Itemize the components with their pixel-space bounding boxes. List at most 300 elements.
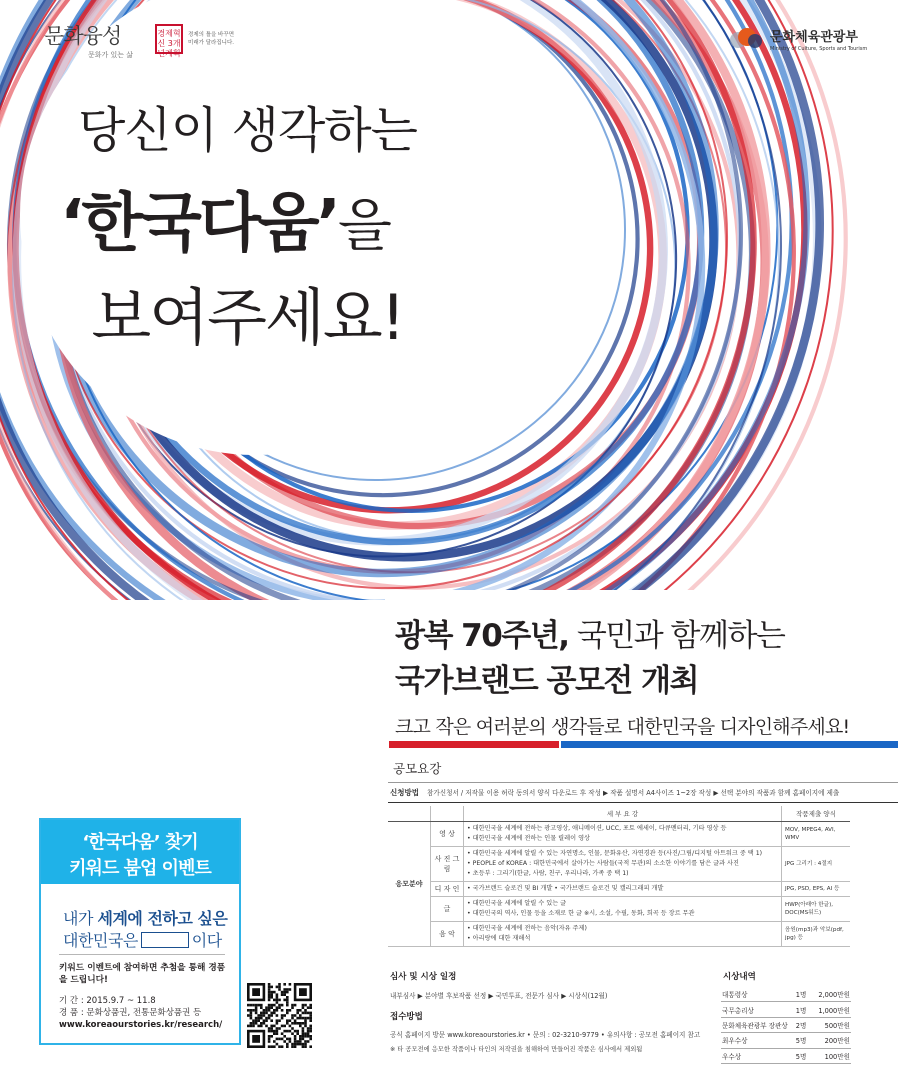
qr-module [304,1022,307,1025]
schedule-heading: 심사 및 시상 일정 [390,972,457,982]
prize-amount: 200만원 [807,1033,851,1048]
qr-module [276,1009,279,1012]
category-name: 음 악 [431,922,464,947]
receive-note: ※ 타 공모전에 응모한 작품이나 타인의 저작권을 침해하여 만들어진 작품은 심사에서 제외됨 [390,1046,643,1053]
qr-module [265,1025,268,1028]
qr-module [302,1022,305,1025]
qr-code[interactable] [247,983,312,1048]
category-detail: • 초등부 : 그리기(한글, 사람, 친구, 우리나라, 가족 중 택 1) [467,870,629,877]
qr-module [250,1017,253,1020]
qr-module [299,1022,302,1025]
category-detail: • 대한민국을 세계에 알릴 수 있는 글 [467,900,567,907]
qr-module [283,1035,286,1038]
event-notice: 키워드 이벤트에 참여하면 추첨을 통해 경품을 드립니다! [59,963,226,985]
category-detail: • 대한민국을 세계에 전하는 음악(자유 주제) [467,925,587,932]
prize-count: 1명 [789,1002,808,1017]
category-detail: • 아리랑에 대한 재해석 [467,935,531,942]
qr-module [291,1045,294,1048]
qr-module [294,1019,297,1022]
qr-module [247,1014,250,1017]
qr-module [307,1017,310,1020]
qr-module [309,1027,312,1030]
qr-module [255,1004,258,1007]
table-row [388,847,850,882]
qr-module [250,1022,253,1025]
qr-module [296,1043,299,1046]
qr-module [263,1014,266,1017]
event-title2: 키워드 붐업 이벤트 [69,858,211,879]
qr-module [304,1032,307,1035]
qr-module [299,1014,302,1017]
qr-module [302,1045,305,1048]
qr-module [304,1009,307,1012]
event-question-bold: 세계에 전하고 싶은 [97,909,228,928]
headline-line3: 보여주세요! [91,281,404,354]
qr-module [278,986,281,989]
qr-module [304,1012,307,1015]
qr-module [309,1045,312,1048]
qr-module [309,1035,312,1038]
qr-module [294,1014,297,1017]
qr-module [286,1001,289,1004]
qr-module [268,983,271,986]
qr-module [257,1004,260,1007]
qr-module [291,1006,294,1009]
qr-module [270,1025,273,1028]
qr-module [268,1004,271,1007]
prize-amount: 500만원 [807,1017,851,1032]
prize-count: 1명 [789,987,808,1002]
qr-module [291,1022,294,1025]
category-detail: • 대한민국의 역사, 인물 등을 소재로 한 글 ※시, 소설, 수필, 동화, 희곡 등 장르 무관 [467,910,695,917]
category-table [388,806,850,947]
category-format: MOV, MPEG4, AVI, WMV [782,822,851,847]
qr-module [255,1022,258,1025]
prize-heading: 시상내역 [723,972,756,982]
headline-line2 [60,172,390,264]
qr-module [302,1030,305,1033]
table-row [388,822,850,847]
qr-module [302,1043,305,1046]
event-question-pre: 내가 [63,909,98,928]
qr-module [302,1006,305,1009]
culture-prosperity-logo-sub: 문화가 있는 삶 [88,51,134,59]
qr-module [291,1014,294,1017]
category-format: JPG 그리기 : 4절지 [782,847,851,882]
qr-module [299,1025,302,1028]
qr-module [260,1012,263,1015]
qr-module [268,1006,271,1009]
qr-module [278,988,281,991]
qr-module [299,1040,302,1043]
qr-module [299,1009,302,1012]
qr-module [299,1038,302,1041]
qr-module [278,1004,281,1007]
qr-module [294,1030,297,1033]
qr-module [260,1017,263,1020]
qr-module [296,1017,299,1020]
qr-module [273,999,276,1002]
qr-module [268,999,271,1002]
qr-module [278,1019,281,1022]
qr-module [286,1004,289,1007]
qr-module [276,1014,279,1017]
qr-module [309,1038,312,1041]
qr-module [268,1045,271,1048]
qr-module [281,1009,284,1012]
category-detail: • 대한민국을 세계에 전하는 광고영상, 애니메이션, UCC, 포토 에세이, 다큐멘터리, 기타 영상 등 [467,825,727,832]
qr-module [250,1012,253,1015]
table-row [721,1002,851,1017]
qr-module [289,988,292,991]
qr-module [283,993,286,996]
ring-mask [385,590,898,600]
contest-title-line1-rest: 국민과 함께하는 [568,618,785,654]
qr-module [276,1032,279,1035]
qr-module [309,1017,312,1020]
prize-name: 대통령상 [721,987,789,1002]
qr-module [270,1027,273,1030]
qr-module [289,1038,292,1041]
qr-module [260,1022,263,1025]
qr-module [255,1019,258,1022]
qr-module [302,1027,305,1030]
qr-module [260,1004,263,1007]
category-format: JPG, PSD, EPS, AI 등 [782,882,851,897]
qr-module [265,1012,268,1015]
qr-module [286,1012,289,1015]
qr-module [265,1009,268,1012]
qr-module [278,983,281,986]
event-question-line2 [63,928,222,951]
qr-module [268,1040,271,1043]
qr-module [273,1025,276,1028]
qr-module [255,1017,258,1020]
qr-module [304,1019,307,1022]
qr-module [304,1035,307,1038]
qr-module [270,996,273,999]
apply-method-label: 신청방법 [390,788,419,797]
qr-module [307,1030,310,1033]
qr-module [252,1009,255,1012]
qr-module [276,1019,279,1022]
contest-title-line2: 국가브랜드 공모전 개최 [395,663,699,699]
qr-module [270,1030,273,1033]
category-name: 영 상 [431,822,464,847]
qr-module [268,991,271,994]
qr-module [257,1017,260,1020]
qr-module [286,996,289,999]
qr-module [270,1006,273,1009]
qr-module [294,1045,297,1048]
qr-module [281,1014,284,1017]
qr-module [286,988,289,991]
qr-module [307,1035,310,1038]
qr-module [294,1004,297,1007]
qr-module [302,1038,305,1041]
qr-module [283,991,286,994]
divider-blue [561,741,898,748]
qr-module [302,1012,305,1015]
category-name: 사 진 그 림 [431,847,464,882]
qr-module [283,1014,286,1017]
qr-module [309,1025,312,1028]
section-label: 응모분야 [388,822,431,947]
qr-module [268,988,271,991]
keyword-blank [141,932,189,948]
prize-count: 2명 [789,1017,808,1032]
event-url[interactable]: www.koreaourstories.kr/research/ [59,1020,223,1030]
qr-module [281,1038,284,1041]
qr-module [283,999,286,1002]
event-question-end: 이다 [191,931,222,950]
qr-module [255,1009,258,1012]
keyword-event-box [39,818,241,1045]
event-divider [59,954,225,955]
qr-module [304,1025,307,1028]
headline-keyword: ‘한국다움’ [60,187,338,261]
ministry-name-en: Ministry of Culture, Sports and Tourism [770,46,868,52]
qr-module [299,1035,302,1038]
category-name: 디 자 인 [431,882,464,897]
qr-module [286,1022,289,1025]
category-detail: • 대한민국을 세계에 알릴 수 있는 자연명소, 인물, 문화유산, 자연경관 등(사진/그림/디지털 아트워크 중 택 1) [467,850,763,857]
qr-module [276,1001,279,1004]
qr-module [257,1014,260,1017]
qr-module [273,1045,276,1048]
qr-module [276,1006,279,1009]
table-row [388,922,850,947]
culture-prosperity-logo-text: 문화융성 [44,24,122,48]
qr-module [276,996,279,999]
prize-count: 5명 [789,1033,808,1048]
qr-module [252,1019,255,1022]
qr-module [247,1009,250,1012]
qr-module [304,1017,307,1020]
qr-module [299,1017,302,1020]
qr-module [289,1030,292,1033]
prize-name: 최우수상 [721,1033,789,1048]
qr-module [304,1043,307,1046]
event-period: 기 간 : 2015.9.7 ~ 11.8 [59,996,156,1006]
qr-module [247,1025,250,1028]
qr-module [252,1004,255,1007]
qr-module [276,1027,279,1030]
qr-module [268,1009,271,1012]
qr-module [270,1014,273,1017]
qr-module [268,1027,271,1030]
qr-module [278,1045,281,1048]
qr-module [283,1030,286,1033]
prize-count: 5명 [789,1048,808,1063]
qr-module [260,1025,263,1028]
qr-module [286,1043,289,1046]
apply-method-text: 참가신청서 / 저작물 이용 허락 동의서 양식 다운로드 후 작성 ▶ 작품 설명서 A4사이즈 1~2장 작성 ▶ 선택 분야의 작품과 함께 홈페이지에 제출 [426,789,840,797]
qr-module [268,993,271,996]
qr-module [250,1025,253,1028]
qr-module [270,1019,273,1022]
qr-module [309,1030,312,1033]
category-format: 음원(mp3)과 악보(pdf, jpg) 등 [782,922,851,947]
qr-module [283,1025,286,1028]
qr-module [281,1045,284,1048]
qr-module [307,1032,310,1035]
qr-module [276,1030,279,1033]
receive-heading: 접수방법 [390,1012,423,1022]
qr-module [276,1038,279,1041]
qr-module [286,1038,289,1041]
qr-module [283,988,286,991]
qr-module [273,1012,276,1015]
qr-module [304,1045,307,1048]
prize-name: 우수상 [721,1048,789,1063]
qr-module [304,1040,307,1043]
category-table-header [388,806,850,822]
qr-module [276,986,279,989]
qr-module [278,1038,281,1041]
qr-module [309,1004,312,1007]
event-question-korea: 대한민국은 [63,931,138,950]
qr-module [250,1009,253,1012]
category-format: HWP(아래아 한글), DOC(MS워드) [782,897,851,922]
qr-module [309,1019,312,1022]
qr-module [265,1006,268,1009]
qr-module [289,1019,292,1022]
qr-module [289,1040,292,1043]
qr-module [257,1019,260,1022]
economic-innovation-badge: 경제혁신 3개년계획 [155,24,183,54]
qr-module [270,993,273,996]
anniversary-text: 광복 70주년, [395,618,569,654]
qr-module [286,1019,289,1022]
qr-module [302,1004,305,1007]
overview-heading: 공모요강 [393,761,442,776]
qr-module [296,1032,299,1035]
qr-module [255,1006,258,1009]
qr-module [307,1012,310,1015]
divider-red [389,741,559,748]
qr-module [265,1019,268,1022]
event-question-line1 [63,906,227,929]
qr-module [307,1027,310,1030]
qr-module [307,1006,310,1009]
qr-module [270,1035,273,1038]
economic-innovation-text: 경제의 틀을 바꾸면 미래가 달라집니다. [188,32,235,46]
qr-module [294,1040,297,1043]
event-header [41,820,239,884]
qr-module [286,1009,289,1012]
qr-module [278,1027,281,1030]
table-row [721,1033,851,1048]
qr-module [268,986,271,989]
qr-module [296,1009,299,1012]
qr-module [286,1045,289,1048]
qr-module [276,1022,279,1025]
prize-amount: 1,000만원 [807,1002,851,1017]
qr-module [294,1038,297,1041]
qr-module [299,1043,302,1046]
prize-name: 문화체육관광부 장관상 [721,1017,789,1032]
contest-title-line1 [395,610,784,655]
table-row [721,1048,851,1063]
qr-module [304,1004,307,1007]
qr-module [281,1032,284,1035]
qr-module [281,993,284,996]
qr-module [273,1040,276,1043]
schedule-text: 내부심사 ▶ 분야별 후보작품 선정 ▶ 국민투표, 전문가 심사 ▶ 시상식(12월) [390,992,608,1000]
contest-subtitle: 크고 작은 여러분의 생각들로 대한민국을 디자인해주세요! [395,716,850,738]
event-gift: 경 품 : 문화상품권, 전통문화상품권 등 [59,1008,202,1018]
qr-module [268,1017,271,1020]
category-name: 글 [431,897,464,922]
prize-amount: 2,000만원 [807,987,851,1002]
qr-module [268,1035,271,1038]
qr-module [273,991,276,994]
qr-module [283,983,286,986]
qr-module [286,1030,289,1033]
event-details [59,995,222,1031]
qr-module [273,1032,276,1035]
qr-module [276,1043,279,1046]
qr-module [270,1012,273,1015]
qr-module [281,1025,284,1028]
qr-module [302,1032,305,1035]
qr-module [302,1035,305,1038]
qr-module [294,1022,297,1025]
qr-module [276,999,279,1002]
qr-module [268,1014,271,1017]
ministry-emblem-icon [730,26,764,52]
qr-module [273,1004,276,1007]
qr-module [257,1025,260,1028]
qr-module [276,993,279,996]
qr-module [270,986,273,989]
category-detail: • 대한민국을 세계에 전하는 인물 릴레이 영상 [467,835,591,842]
qr-module [291,1032,294,1035]
qr-module [263,1012,266,1015]
apply-method-row [388,782,898,803]
qr-module [309,1012,312,1015]
qr-module [252,988,260,996]
qr-module [278,1006,281,1009]
headline-particle: 을 [337,194,391,259]
receive-text: 공식 홈페이지 방문 www.koreaourstories.kr • 문의 : 02-3210-9779 • 유의사항 : 공모전 홈페이지 참고 [390,1031,701,1039]
qr-module [309,1006,312,1009]
qr-module [250,1004,253,1007]
qr-module [250,1014,253,1017]
qr-module [263,1022,266,1025]
qr-module [296,1012,299,1015]
qr-module [252,1022,255,1025]
qr-module [265,1017,268,1020]
qr-module [268,996,271,999]
prize-amount: 100만원 [807,1048,851,1063]
qr-module [299,988,307,996]
qr-module [270,1004,273,1007]
qr-module [278,999,281,1002]
qr-module [270,991,273,994]
qr-module [273,1009,276,1012]
qr-module [263,1009,266,1012]
headline-line1: 당신이 생각하는 [78,102,417,159]
qr-module [289,1009,292,1012]
qr-module [283,1040,286,1043]
qr-module [309,1014,312,1017]
qr-module [286,999,289,1002]
table-row [721,1017,851,1032]
culture-prosperity-logo [44,20,133,60]
qr-module [252,1025,255,1028]
